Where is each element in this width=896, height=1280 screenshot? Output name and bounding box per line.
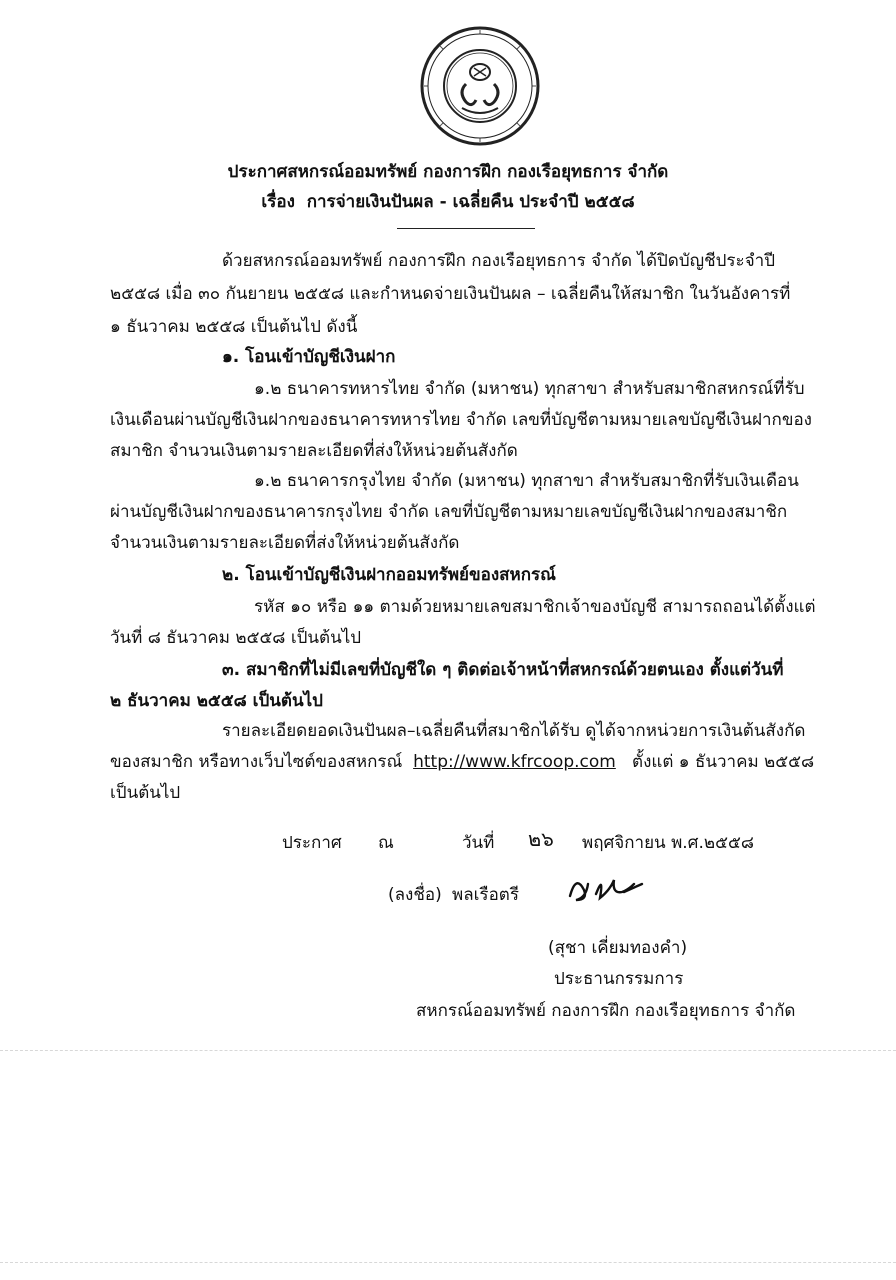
details-line-2 <box>110 751 814 773</box>
section-1a-line-1: ๑.๒ ธนาคารทหารไทย จำกัด (มหาชน) ทุกสาขา สำหรับสมาชิกสหกรณ์ที่รับ <box>254 379 805 399</box>
signer-organization: สหกรณ์ออมทรัพย์ กองการฝึก กองเรือยุทธการ จำกัด <box>416 1001 796 1021</box>
section-3-line-1: ๓. สมาชิกที่ไม่มีเลขที่บัญชีใด ๆ ติดต่อเจ้าหน้าที่สหกรณ์ด้วยตนเอง ตั้งแต่วันที่ <box>222 660 784 680</box>
details-line-2-text: ของสมาชิก หรือทางเว็บไซต์ของสหกรณ์ <box>110 752 403 772</box>
section-2-heading: ๒. โอนเข้าบัญชีเงินฝากออมทรัพย์ของสหกรณ์ <box>222 565 556 585</box>
subject-text: การจ่ายเงินปันผล - เฉลี่ยคืน ประจำปี ๒๕๕๘ <box>306 192 635 212</box>
section-2-line-1: รหัส ๑๐ หรือ ๑๑ ตามด้วยหมายเลขสมาชิกเจ้าของบัญชี สามารถถอนได้ตั้งแต่ <box>254 597 816 617</box>
signer-rank: พลเรือตรี <box>452 885 519 905</box>
signer-name: (สุชา เคี่ยมทองคำ) <box>548 938 688 958</box>
section-2-line-2: วันที่ ๘ ธันวาคม ๒๕๕๘ เป็นต้นไป <box>110 628 362 648</box>
website-link[interactable]: http://www.kfrcoop.com <box>413 752 616 772</box>
announce-date-label: วันที่ <box>462 833 495 853</box>
announce-label: ประกาศ <box>282 833 342 853</box>
section-1b-line-3: จำนวนเงินตามรายละเอียดที่ส่งให้หน่วยต้นสังกัด <box>110 533 460 553</box>
scan-artifact-line <box>0 1050 896 1051</box>
title-underline <box>397 228 535 229</box>
details-line-1: รายละเอียดยอดเงินปันผล–เฉลี่ยคืนที่สมาชิกได้รับ ดูได้จากหน่วยการเงินต้นสังกัด <box>222 721 806 741</box>
section-1a-line-3: สมาชิก จำนวนเงินตามรายละเอียดที่ส่งให้หน่วยต้นสังกัด <box>110 441 518 461</box>
intro-line-2: ๒๕๕๘ เมื่อ ๓๐ กันยายน ๒๕๕๘ และกำหนดจ่ายเงินปันผล – เฉลี่ยคืนให้สมาชิก ในวันอังคารที่ <box>110 284 791 304</box>
section-1a-line-2: เงินเดือนผ่านบัญชีเงินฝากของธนาคารทหารไทย จำกัด เลขที่บัญชีตามหมายเลขบัญชีเงินฝากของ <box>110 410 812 430</box>
navy-seal-icon <box>418 24 542 148</box>
details-line-3: เป็นต้นไป <box>110 783 181 803</box>
signer-position: ประธานกรรมการ <box>554 969 684 989</box>
section-1-heading: ๑. โอนเข้าบัญชีเงินฝาก <box>222 347 396 367</box>
intro-line-1: ด้วยสหกรณ์ออมทรัพย์ กองการฝึก กองเรือยุทธการ จำกัด ได้ปิดบัญชีประจำปี <box>222 251 775 271</box>
details-line-2-date: ตั้งแต่ ๑ ธันวาคม ๒๕๕๘ <box>632 752 815 772</box>
announcement-title: ประกาศสหกรณ์ออมทรัพย์ กองการฝึก กองเรือยุทธการ จำกัด <box>227 162 669 182</box>
announce-at: ณ <box>378 833 394 853</box>
announcement-subject <box>0 188 896 215</box>
scan-artifact-line <box>0 1262 896 1263</box>
subject-label: เรื่อง <box>261 192 295 212</box>
section-1b-line-1: ๑.๒ ธนาคารกรุงไทย จำกัด (มหาชน) ทุกสาขา สำหรับสมาชิกที่รับเงินเดือน <box>254 471 799 491</box>
handwritten-signature <box>560 866 660 910</box>
intro-line-3: ๑ ธันวาคม ๒๕๕๘ เป็นต้นไป ดังนี้ <box>110 317 358 337</box>
announce-day: ๒๖ <box>528 827 554 851</box>
announce-month-year: พฤศจิกายน พ.ศ.๒๕๕๘ <box>582 833 754 853</box>
sign-label: (ลงชื่อ) <box>388 885 442 905</box>
section-3-line-2: ๒ ธันวาคม ๒๕๕๘ เป็นต้นไป <box>110 691 323 711</box>
section-1b-line-2: ผ่านบัญชีเงินฝากของธนาคารกรุงไทย จำกัด เลขที่บัญชีตามหมายเลขบัญชีเงินฝากของสมาชิก <box>110 502 788 522</box>
